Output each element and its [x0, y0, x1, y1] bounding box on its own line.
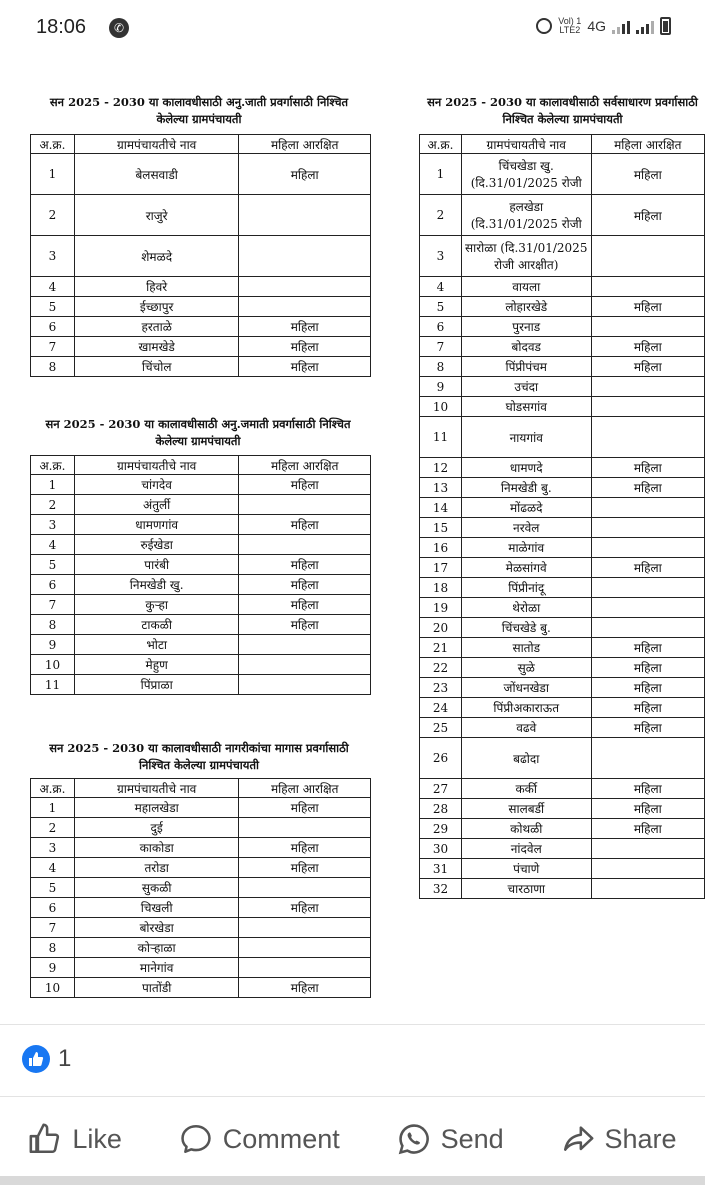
- village-name-cell: महालखेडा: [74, 798, 239, 818]
- table-title-st: सन 2025 - 2030 या कालावधीसाठी अनु.जमाती प्रवर्गासाठी निश्चित केलेल्या ग्रामपंचायती: [45, 417, 351, 448]
- village-name-cell: पिंप्रीपंचम: [461, 357, 591, 377]
- table-row: [420, 538, 705, 558]
- table-row: [31, 475, 371, 495]
- women-reserved-cell: महिला: [591, 698, 704, 718]
- table-row: [31, 978, 371, 998]
- serial-number-cell: 10: [420, 397, 462, 417]
- village-name-cell: दुई: [74, 818, 239, 838]
- table-row: [31, 818, 371, 838]
- village-name-cell: निमखेडी बु.: [461, 478, 591, 498]
- table-obc: [30, 778, 371, 998]
- women-reserved-cell: [591, 538, 704, 558]
- column-header: महिला आरक्षित: [239, 135, 371, 154]
- women-reserved-cell: महिला: [591, 154, 704, 195]
- reaction-summary[interactable]: [22, 1045, 71, 1073]
- table-row: [420, 558, 705, 578]
- women-reserved-cell: महिला: [239, 475, 371, 495]
- village-name-cell: सारोळा (दि.31/01/2025 रोजी आरक्षीत): [461, 236, 591, 277]
- like-label: Like: [72, 1123, 122, 1154]
- village-name-cell: थेरोळा: [461, 598, 591, 618]
- village-name-cell: टाकळी: [74, 615, 239, 635]
- village-name-cell: खामखेडे: [74, 337, 239, 357]
- share-icon: [561, 1122, 595, 1156]
- table-row: [420, 578, 705, 598]
- column-header: महिला आरक्षित: [239, 779, 371, 798]
- village-name-cell: सुळे: [461, 658, 591, 678]
- table-row: [31, 277, 371, 297]
- bottom-edge: [0, 1176, 705, 1185]
- table-row: [420, 397, 705, 417]
- women-reserved-cell: [239, 958, 371, 978]
- table-row: [31, 535, 371, 555]
- women-reserved-cell: महिला: [591, 558, 704, 578]
- status-time: 18:06: [36, 16, 87, 38]
- village-name-cell: चिंचखेडा खु. (दि.31/01/2025 रोजी: [461, 154, 591, 195]
- women-reserved-cell: महिला: [239, 555, 371, 575]
- serial-number-cell: 9: [31, 958, 75, 978]
- women-reserved-cell: [591, 277, 704, 297]
- send-button[interactable]: [397, 1122, 504, 1156]
- women-reserved-cell: [591, 598, 704, 618]
- serial-number-cell: 32: [420, 879, 462, 899]
- serial-number-cell: 2: [31, 195, 75, 236]
- status-icons: [536, 17, 671, 35]
- column-header: महिला आरक्षित: [591, 135, 704, 154]
- women-reserved-cell: महिला: [239, 898, 371, 918]
- serial-number-cell: 6: [31, 317, 75, 337]
- signal-icon-1: [612, 18, 630, 34]
- table-row: [420, 154, 705, 195]
- village-name-cell: नरवेल: [461, 518, 591, 538]
- table-header-row: [420, 135, 705, 154]
- serial-number-cell: 16: [420, 538, 462, 558]
- village-name-cell: पिंप्रीनांदू: [461, 578, 591, 598]
- women-reserved-cell: [591, 839, 704, 859]
- column-header: ग्रामपंचायतीचे नाव: [74, 779, 239, 798]
- serial-number-cell: 8: [31, 938, 75, 958]
- table-row: [420, 839, 705, 859]
- table-row: [420, 498, 705, 518]
- women-reserved-cell: [239, 297, 371, 317]
- village-name-cell: चिखली: [74, 898, 239, 918]
- women-reserved-cell: [591, 417, 704, 458]
- table-row: [31, 655, 371, 675]
- serial-number-cell: 7: [420, 337, 462, 357]
- village-name-cell: मेहुण: [74, 655, 239, 675]
- women-reserved-cell: [239, 195, 371, 236]
- women-reserved-cell: [591, 518, 704, 538]
- women-reserved-cell: [591, 498, 704, 518]
- women-reserved-cell: महिला: [239, 838, 371, 858]
- serial-number-cell: 9: [420, 377, 462, 397]
- table-row: [420, 195, 705, 236]
- women-reserved-cell: महिला: [591, 357, 704, 377]
- women-reserved-cell: महिला: [239, 858, 371, 878]
- post-action-bar: [0, 1096, 705, 1181]
- serial-number-cell: 10: [31, 655, 75, 675]
- table-row: [420, 317, 705, 337]
- send-label: Send: [440, 1123, 504, 1154]
- serial-number-cell: 1: [31, 154, 75, 195]
- serial-number-cell: 25: [420, 718, 462, 738]
- women-reserved-cell: [591, 377, 704, 397]
- table-row: [31, 615, 371, 635]
- women-reserved-cell: महिला: [591, 799, 704, 819]
- village-name-cell: ईच्छापुर: [74, 297, 239, 317]
- women-reserved-cell: महिला: [239, 575, 371, 595]
- women-reserved-cell: [239, 675, 371, 695]
- column-header: अ.क्र.: [31, 456, 75, 475]
- comment-button[interactable]: [179, 1122, 340, 1156]
- serial-number-cell: 15: [420, 518, 462, 538]
- women-reserved-cell: महिला: [591, 779, 704, 799]
- village-name-cell: कुऱ्हा: [74, 595, 239, 615]
- table-row: [31, 918, 371, 938]
- village-name-cell: तरोडा: [74, 858, 239, 878]
- women-reserved-cell: महिला: [239, 337, 371, 357]
- women-reserved-cell: महिला: [591, 658, 704, 678]
- village-name-cell: पारंबी: [74, 555, 239, 575]
- village-name-cell: वायला: [461, 277, 591, 297]
- village-name-cell: चिंचखेडे बु.: [461, 618, 591, 638]
- table-row: [420, 658, 705, 678]
- serial-number-cell: 6: [420, 317, 462, 337]
- women-reserved-cell: महिला: [239, 317, 371, 337]
- women-reserved-cell: [591, 879, 704, 899]
- table-st: [30, 455, 371, 695]
- comment-label: Comment: [222, 1123, 340, 1154]
- table-row: [31, 515, 371, 535]
- serial-number-cell: 29: [420, 819, 462, 839]
- women-reserved-cell: [239, 655, 371, 675]
- table-row: [420, 236, 705, 277]
- serial-number-cell: 17: [420, 558, 462, 578]
- women-reserved-cell: महिला: [591, 337, 704, 357]
- serial-number-cell: 27: [420, 779, 462, 799]
- table-row: [31, 878, 371, 898]
- serial-number-cell: 1: [31, 798, 75, 818]
- women-reserved-cell: महिला: [239, 798, 371, 818]
- reaction-count: 1: [58, 1045, 72, 1072]
- signal-icon-2: [636, 18, 654, 34]
- column-header: ग्रामपंचायतीचे नाव: [74, 456, 239, 475]
- table-row: [420, 618, 705, 638]
- women-reserved-cell: [239, 535, 371, 555]
- village-name-cell: चिंचोल: [74, 357, 239, 377]
- village-name-cell: बढोदा: [461, 738, 591, 779]
- women-reserved-cell: महिला: [239, 595, 371, 615]
- table-row: [31, 938, 371, 958]
- village-name-cell: घोडसगांव: [461, 397, 591, 417]
- village-name-cell: हरताळे: [74, 317, 239, 337]
- table-row: [31, 858, 371, 878]
- village-name-cell: बोदवड: [461, 337, 591, 357]
- village-name-cell: सातोड: [461, 638, 591, 658]
- women-reserved-cell: महिला: [591, 195, 704, 236]
- serial-number-cell: 28: [420, 799, 462, 819]
- women-reserved-cell: [239, 495, 371, 515]
- table-row: [420, 518, 705, 538]
- serial-number-cell: 3: [420, 236, 462, 277]
- serial-number-cell: 6: [31, 898, 75, 918]
- village-name-cell: मोंढळदे: [461, 498, 591, 518]
- table-row: [420, 478, 705, 498]
- serial-number-cell: 11: [31, 675, 75, 695]
- serial-number-cell: 3: [31, 236, 75, 277]
- serial-number-cell: 24: [420, 698, 462, 718]
- women-reserved-cell: [591, 618, 704, 638]
- table-row: [31, 898, 371, 918]
- table-row: [420, 698, 705, 718]
- women-reserved-cell: [239, 938, 371, 958]
- table-row: [31, 595, 371, 615]
- table-row: [31, 675, 371, 695]
- table-header-row: [31, 779, 371, 798]
- table-row: [420, 879, 705, 899]
- table-row: [31, 575, 371, 595]
- women-reserved-cell: महिला: [591, 458, 704, 478]
- serial-number-cell: 1: [420, 154, 462, 195]
- column-header: अ.क्र.: [31, 779, 75, 798]
- village-name-cell: माळेगांव: [461, 538, 591, 558]
- village-name-cell: कर्की: [461, 779, 591, 799]
- like-reaction-icon: [22, 1045, 50, 1073]
- serial-number-cell: 13: [420, 478, 462, 498]
- share-label: Share: [604, 1123, 677, 1154]
- table-row: [31, 635, 371, 655]
- table-row: [31, 297, 371, 317]
- serial-number-cell: 3: [31, 838, 75, 858]
- alarm-icon: [536, 18, 552, 34]
- column-header: महिला आरक्षित: [239, 456, 371, 475]
- table-row: [420, 718, 705, 738]
- table-row: [420, 819, 705, 839]
- village-name-cell: वढवे: [461, 718, 591, 738]
- serial-number-cell: 21: [420, 638, 462, 658]
- table-row: [31, 958, 371, 978]
- table-title-obc: सन 2025 - 2030 या कालावधीसाठी नागरीकांचा मागास प्रवर्गासाठी निश्चित केलेल्या ग्रामपंचायती: [49, 741, 349, 772]
- serial-number-cell: 7: [31, 337, 75, 357]
- serial-number-cell: 5: [31, 297, 75, 317]
- serial-number-cell: 2: [420, 195, 462, 236]
- village-name-cell: नायगांव: [461, 417, 591, 458]
- table-row: [420, 859, 705, 879]
- table-row: [420, 638, 705, 658]
- thumbs-up-icon: [28, 1122, 62, 1156]
- village-name-cell: पुरनाड: [461, 317, 591, 337]
- village-name-cell: कोऱ्हाळा: [74, 938, 239, 958]
- table-title-general: सन 2025 - 2030 या कालावधीसाठी सर्वसाधारण प्रवर्गासाठी निश्चित केलेल्या ग्रामपंचायती: [427, 95, 698, 126]
- serial-number-cell: 5: [31, 878, 75, 898]
- women-reserved-cell: महिला: [591, 478, 704, 498]
- women-reserved-cell: [591, 317, 704, 337]
- table-title-sc: सन 2025 - 2030 या कालावधीसाठी अनु.जाती प्रवर्गासाठी निश्चित केलेल्या ग्रामपंचायती: [49, 95, 349, 126]
- table-row: [31, 798, 371, 818]
- table-row: [31, 317, 371, 337]
- table-sc: [30, 134, 371, 377]
- table-row: [420, 678, 705, 698]
- serial-number-cell: 9: [31, 635, 75, 655]
- village-name-cell: नांदवेल: [461, 839, 591, 859]
- village-name-cell: पातोंडी: [74, 978, 239, 998]
- table-row: [31, 838, 371, 858]
- women-reserved-cell: महिला: [591, 718, 704, 738]
- table-row: [420, 337, 705, 357]
- serial-number-cell: 10: [31, 978, 75, 998]
- women-reserved-cell: महिला: [239, 978, 371, 998]
- serial-number-cell: 2: [31, 818, 75, 838]
- battery-icon: [660, 17, 671, 35]
- women-reserved-cell: [591, 236, 704, 277]
- village-name-cell: सालबर्डी: [461, 799, 591, 819]
- women-reserved-cell: महिला: [591, 297, 704, 317]
- women-reserved-cell: महिला: [591, 819, 704, 839]
- column-header: अ.क्र.: [420, 135, 462, 154]
- women-reserved-cell: [239, 878, 371, 898]
- village-name-cell: हलखेडा (दि.31/01/2025 रोजी: [461, 195, 591, 236]
- table-row: [420, 377, 705, 397]
- whatsapp-notification-icon: ✆: [109, 18, 129, 38]
- women-reserved-cell: [591, 397, 704, 417]
- serial-number-cell: 22: [420, 658, 462, 678]
- serial-number-cell: 5: [420, 297, 462, 317]
- table-row: [31, 337, 371, 357]
- village-name-cell: राजुरे: [74, 195, 239, 236]
- village-name-cell: बेलसवाडी: [74, 154, 239, 195]
- serial-number-cell: 12: [420, 458, 462, 478]
- serial-number-cell: 2: [31, 495, 75, 515]
- column-header: ग्रामपंचायतीचे नाव: [74, 135, 239, 154]
- village-name-cell: सुकळी: [74, 878, 239, 898]
- table-general: [419, 134, 705, 899]
- women-reserved-cell: [591, 738, 704, 779]
- table-header-row: [31, 456, 371, 475]
- women-reserved-cell: महिला: [591, 678, 704, 698]
- table-row: [31, 555, 371, 575]
- table-header-row: [31, 135, 371, 154]
- serial-number-cell: 18: [420, 578, 462, 598]
- serial-number-cell: 8: [31, 615, 75, 635]
- village-name-cell: धामणदे: [461, 458, 591, 478]
- village-name-cell: निमखेडी खु.: [74, 575, 239, 595]
- table-row: [420, 277, 705, 297]
- network-type: 4G: [587, 18, 606, 34]
- comment-icon: [179, 1122, 213, 1156]
- serial-number-cell: 19: [420, 598, 462, 618]
- village-name-cell: लोहारखेडे: [461, 297, 591, 317]
- village-name-cell: अंतुर्ली: [74, 495, 239, 515]
- village-name-cell: मानेगांव: [74, 958, 239, 978]
- women-reserved-cell: [239, 635, 371, 655]
- table-row: [420, 799, 705, 819]
- table-row: [420, 738, 705, 779]
- village-name-cell: पिंप्राळा: [74, 675, 239, 695]
- serial-number-cell: 5: [31, 555, 75, 575]
- village-name-cell: शेमळदे: [74, 236, 239, 277]
- serial-number-cell: 4: [31, 277, 75, 297]
- serial-number-cell: 4: [31, 535, 75, 555]
- women-reserved-cell: [591, 859, 704, 879]
- women-reserved-cell: [239, 918, 371, 938]
- village-name-cell: पंचाणे: [461, 859, 591, 879]
- post-image-document[interactable]: [0, 58, 705, 1020]
- women-reserved-cell: महिला: [239, 515, 371, 535]
- village-name-cell: कोथळी: [461, 819, 591, 839]
- village-name-cell: पिंप्रीअकाराऊत: [461, 698, 591, 718]
- serial-number-cell: 30: [420, 839, 462, 859]
- share-button[interactable]: [561, 1122, 677, 1156]
- column-header: ग्रामपंचायतीचे नाव: [461, 135, 591, 154]
- table-row: [420, 598, 705, 618]
- table-row: [420, 417, 705, 458]
- serial-number-cell: 20: [420, 618, 462, 638]
- table-row: [31, 357, 371, 377]
- volte-indicator: Vol) 1 LTE2: [558, 16, 582, 35]
- serial-number-cell: 8: [31, 357, 75, 377]
- village-name-cell: चारठाणा: [461, 879, 591, 899]
- table-row: [420, 779, 705, 799]
- whatsapp-send-icon: [397, 1122, 431, 1156]
- serial-number-cell: 26: [420, 738, 462, 779]
- serial-number-cell: 31: [420, 859, 462, 879]
- village-name-cell: धामणगांव: [74, 515, 239, 535]
- women-reserved-cell: महिला: [239, 154, 371, 195]
- village-name-cell: रुईखेडा: [74, 535, 239, 555]
- table-row: [31, 236, 371, 277]
- serial-number-cell: 7: [31, 918, 75, 938]
- table-row: [31, 154, 371, 195]
- village-name-cell: चांगदेव: [74, 475, 239, 495]
- village-name-cell: हिवरे: [74, 277, 239, 297]
- table-row: [420, 357, 705, 377]
- women-reserved-cell: [239, 818, 371, 838]
- like-button[interactable]: [28, 1122, 122, 1156]
- serial-number-cell: 6: [31, 575, 75, 595]
- table-row: [31, 195, 371, 236]
- village-name-cell: भोटा: [74, 635, 239, 655]
- divider: [0, 1024, 705, 1025]
- serial-number-cell: 4: [420, 277, 462, 297]
- women-reserved-cell: [239, 277, 371, 297]
- serial-number-cell: 1: [31, 475, 75, 495]
- serial-number-cell: 3: [31, 515, 75, 535]
- women-reserved-cell: [239, 236, 371, 277]
- table-row: [420, 458, 705, 478]
- table-row: [31, 495, 371, 515]
- village-name-cell: उचंदा: [461, 377, 591, 397]
- column-header: अ.क्र.: [31, 135, 75, 154]
- serial-number-cell: 23: [420, 678, 462, 698]
- women-reserved-cell: महिला: [239, 357, 371, 377]
- status-bar: [0, 0, 705, 58]
- village-name-cell: काकोडा: [74, 838, 239, 858]
- serial-number-cell: 8: [420, 357, 462, 377]
- serial-number-cell: 4: [31, 858, 75, 878]
- village-name-cell: बोरखेडा: [74, 918, 239, 938]
- village-name-cell: जोंधनखेडा: [461, 678, 591, 698]
- women-reserved-cell: महिला: [239, 615, 371, 635]
- serial-number-cell: 14: [420, 498, 462, 518]
- serial-number-cell: 11: [420, 417, 462, 458]
- table-row: [420, 297, 705, 317]
- village-name-cell: मेळसांगवे: [461, 558, 591, 578]
- serial-number-cell: 7: [31, 595, 75, 615]
- women-reserved-cell: महिला: [591, 638, 704, 658]
- women-reserved-cell: [591, 578, 704, 598]
